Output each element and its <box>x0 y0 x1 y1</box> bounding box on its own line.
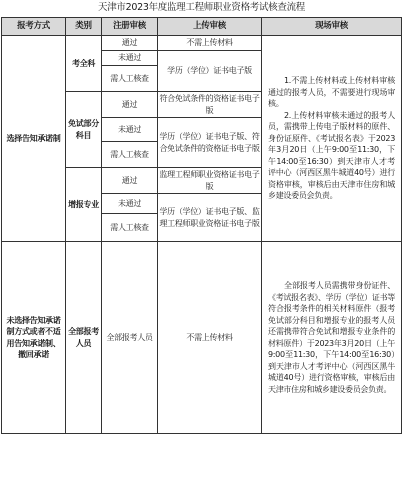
upload-req: 学历（学位）证书电子版 <box>158 51 262 92</box>
header-category: 类别 <box>66 18 102 36</box>
reg-status: 未通过 <box>102 51 158 66</box>
table-row <box>2 36 402 51</box>
header-onsite-review: 现场审核 <box>262 18 402 36</box>
category-full: 考全科 <box>66 36 102 92</box>
reg-status: 未通过 <box>102 118 158 142</box>
upload-req: 学历（学位）证书电子版、监理工程师职业资格证书电子版 <box>158 194 262 242</box>
category-all: 全部报考人员 <box>66 242 102 434</box>
table-header-row <box>2 18 402 36</box>
upload-req: 符合免试条件的资格证书电子版 <box>158 92 262 118</box>
reg-status: 通过 <box>102 92 158 118</box>
header-upload-review: 上传审核 <box>158 18 262 36</box>
onsite-paragraph-all: 全部报考人员需携带身份证件、《考试报名表》、学历（学位）证书等符合报考条件的相关材料原件（报考免试部分科目和增报专业的报考人员还需携带符合免试和增报专业条件的材料原件）于2023年3月20日（上午9:00至11:30，下午14:00至16:30）到天津市人才考评中心（河西区黑牛城道40号）进行资格审核，审核后由天津市住房和城乡建设委员会负责。 <box>268 281 395 394</box>
document-title: 天津市2023年度监理工程师职业资格考试核查流程 <box>98 2 305 13</box>
reg-status: 需人工核查 <box>102 142 158 168</box>
upload-req: 不需上传材料 <box>158 36 262 51</box>
reg-status: 需人工核查 <box>102 214 158 242</box>
onsite-review-commitment <box>262 36 402 242</box>
header-reg-review: 注册审核 <box>102 18 158 36</box>
reg-status: 通过 <box>102 168 158 194</box>
header-method: 报考方式 <box>2 18 66 36</box>
reg-status: 全部报考人员 <box>102 242 158 434</box>
onsite-review-all <box>262 242 402 434</box>
upload-req: 监理工程师职业资格证书电子版 <box>158 168 262 194</box>
category-exempt: 免试部分科目 <box>66 92 102 168</box>
reg-status: 需人工核查 <box>102 66 158 92</box>
onsite-paragraph-2: 2.上传材料审核未通过的报考人员，需携带上传电子版材料的原件、身份证原件、《考试报名表》于2023年3月20日（上午9:00至11:30，下午14:00至16:30）到天津市人才考评中心（河西区黑牛城道40号）进行资格审核，审核后由天津市住房和城乡建设委员会负责。 <box>268 110 395 201</box>
reg-status: 未通过 <box>102 194 158 214</box>
onsite-paragraph-1: 1.不需上传材料或上传材料审核通过的报考人员，不需要进行现场审核。 <box>268 76 395 109</box>
upload-req: 不需上传材料 <box>158 242 262 434</box>
table-row <box>2 242 402 434</box>
upload-req: 学历（学位）证书电子版、符合免试条件的资格证书电子版 <box>158 118 262 168</box>
category-add-major: 增报专业 <box>66 168 102 242</box>
review-process-table <box>1 17 402 434</box>
method-commitment: 选择告知承诺制 <box>2 36 66 242</box>
method-no-commitment: 未选择告知承诺制方式或者不适用告知承诺制、撤回承诺 <box>2 242 66 434</box>
reg-status: 通过 <box>102 36 158 51</box>
